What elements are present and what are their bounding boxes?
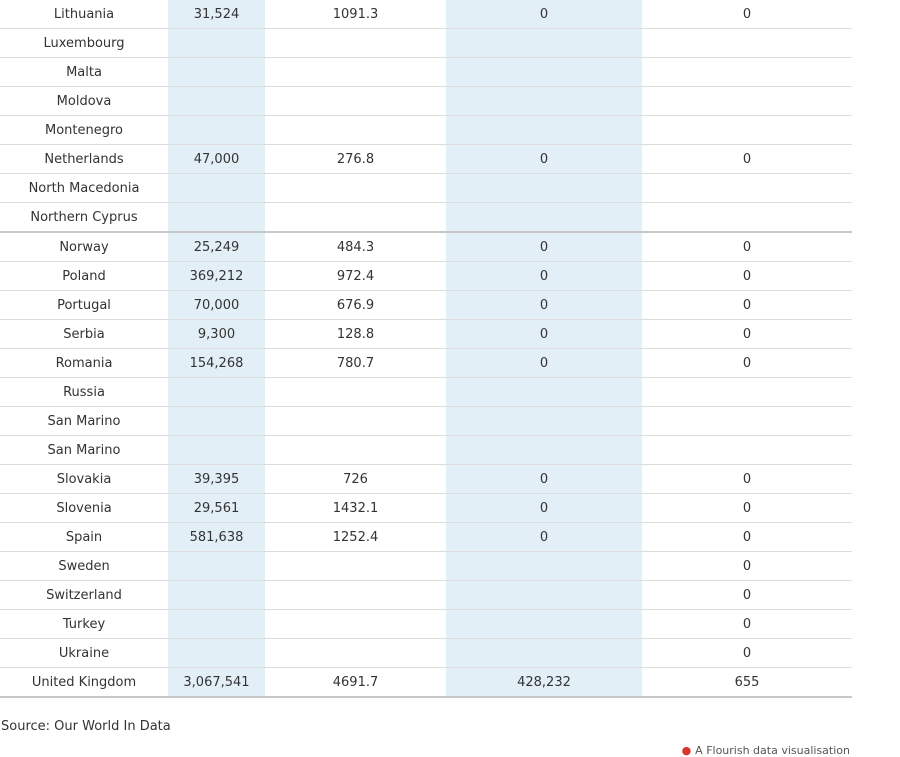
table-row: [0, 494, 852, 523]
rate-cell: [265, 378, 446, 407]
last-cell: 0: [642, 465, 852, 494]
rate-cell: [265, 58, 446, 87]
table-row: [0, 378, 852, 407]
rate-cell: [265, 116, 446, 145]
country-cell: Netherlands: [0, 145, 168, 174]
country-cell: Romania: [0, 349, 168, 378]
last-cell: 0: [642, 0, 852, 29]
country-cell: Malta: [0, 58, 168, 87]
table-row: [0, 262, 852, 291]
deaths-cell: 0: [446, 494, 642, 523]
rate-cell: [265, 174, 446, 203]
last-cell: 0: [642, 552, 852, 581]
table-row: [0, 668, 852, 698]
country-cell: Spain: [0, 523, 168, 552]
table-row: [0, 29, 852, 58]
cases-cell: 154,268: [168, 349, 265, 378]
table-row: [0, 349, 852, 378]
deaths-cell: 0: [446, 262, 642, 291]
last-cell: [642, 436, 852, 465]
cases-cell: 25,249: [168, 232, 265, 262]
deaths-cell: 0: [446, 145, 642, 174]
country-cell: Switzerland: [0, 581, 168, 610]
table-row: [0, 291, 852, 320]
cases-cell: 39,395: [168, 465, 265, 494]
cases-cell: [168, 552, 265, 581]
rate-cell: [265, 610, 446, 639]
rate-cell: 128.8: [265, 320, 446, 349]
rate-cell: 1091.3: [265, 0, 446, 29]
flourish-credit-text: A Flourish data visualisation: [695, 744, 850, 757]
deaths-cell: 0: [446, 523, 642, 552]
deaths-cell: [446, 203, 642, 233]
country-cell: San Marino: [0, 436, 168, 465]
deaths-cell: 0: [446, 320, 642, 349]
deaths-cell: 0: [446, 465, 642, 494]
last-cell: [642, 378, 852, 407]
cases-cell: [168, 610, 265, 639]
last-cell: [642, 174, 852, 203]
cases-cell: 29,561: [168, 494, 265, 523]
rate-cell: 1432.1: [265, 494, 446, 523]
rate-cell: 276.8: [265, 145, 446, 174]
rate-cell: [265, 29, 446, 58]
rate-cell: 676.9: [265, 291, 446, 320]
table-row: [0, 116, 852, 145]
table-row: [0, 465, 852, 494]
deaths-cell: 0: [446, 232, 642, 262]
country-cell: Ukraine: [0, 639, 168, 668]
cases-cell: [168, 436, 265, 465]
country-cell: Turkey: [0, 610, 168, 639]
deaths-cell: [446, 29, 642, 58]
last-cell: 0: [642, 610, 852, 639]
last-cell: 0: [642, 232, 852, 262]
deaths-cell: [446, 639, 642, 668]
table-row: [0, 174, 852, 203]
cases-cell: 70,000: [168, 291, 265, 320]
flourish-logo-icon: ●: [681, 744, 692, 757]
country-cell: Luxembourg: [0, 29, 168, 58]
table-row: [0, 0, 852, 29]
cases-cell: [168, 174, 265, 203]
table-row: [0, 320, 852, 349]
country-cell: Sweden: [0, 552, 168, 581]
cases-cell: [168, 639, 265, 668]
deaths-cell: [446, 87, 642, 116]
country-cell: Poland: [0, 262, 168, 291]
last-cell: 0: [642, 494, 852, 523]
country-cell: Serbia: [0, 320, 168, 349]
last-cell: [642, 407, 852, 436]
table-row: [0, 407, 852, 436]
rate-cell: [265, 407, 446, 436]
country-cell: Montenegro: [0, 116, 168, 145]
country-cell: Northern Cyprus: [0, 203, 168, 233]
country-cell: North Macedonia: [0, 174, 168, 203]
country-cell: San Marino: [0, 407, 168, 436]
table-row: [0, 145, 852, 174]
last-cell: 0: [642, 291, 852, 320]
deaths-cell: [446, 407, 642, 436]
last-cell: [642, 116, 852, 145]
rate-cell: 1252.4: [265, 523, 446, 552]
country-cell: United Kingdom: [0, 668, 168, 698]
rate-cell: 726: [265, 465, 446, 494]
table-row: [0, 639, 852, 668]
last-cell: [642, 58, 852, 87]
cases-cell: [168, 87, 265, 116]
table-row: [0, 232, 852, 262]
cases-cell: [168, 58, 265, 87]
rate-cell: 972.4: [265, 262, 446, 291]
deaths-cell: [446, 58, 642, 87]
last-cell: 655: [642, 668, 852, 698]
deaths-cell: [446, 581, 642, 610]
last-cell: 0: [642, 639, 852, 668]
last-cell: [642, 29, 852, 58]
source-note: Source: Our World In Data: [1, 719, 171, 734]
country-cell: Norway: [0, 232, 168, 262]
country-cell: Russia: [0, 378, 168, 407]
table-row: [0, 581, 852, 610]
table-row: [0, 436, 852, 465]
table-row: [0, 523, 852, 552]
country-cell: Portugal: [0, 291, 168, 320]
country-cell: Slovakia: [0, 465, 168, 494]
cases-cell: 581,638: [168, 523, 265, 552]
country-cell: Lithuania: [0, 0, 168, 29]
last-cell: 0: [642, 523, 852, 552]
cases-cell: [168, 581, 265, 610]
cases-cell: [168, 378, 265, 407]
rate-cell: 780.7: [265, 349, 446, 378]
table-row: [0, 87, 852, 116]
rate-cell: [265, 203, 446, 233]
last-cell: 0: [642, 581, 852, 610]
cases-cell: [168, 407, 265, 436]
rate-cell: [265, 639, 446, 668]
cases-cell: 3,067,541: [168, 668, 265, 698]
last-cell: 0: [642, 262, 852, 291]
table-row: [0, 610, 852, 639]
deaths-cell: 0: [446, 291, 642, 320]
cases-cell: [168, 116, 265, 145]
last-cell: [642, 87, 852, 116]
table-row: [0, 203, 852, 233]
flourish-credit[interactable]: [682, 744, 850, 757]
deaths-cell: 0: [446, 349, 642, 378]
cases-cell: [168, 29, 265, 58]
table-row: [0, 58, 852, 87]
country-cell: Moldova: [0, 87, 168, 116]
rate-cell: [265, 581, 446, 610]
rate-cell: 484.3: [265, 232, 446, 262]
deaths-cell: [446, 174, 642, 203]
rate-cell: [265, 87, 446, 116]
deaths-cell: [446, 116, 642, 145]
country-cell: Slovenia: [0, 494, 168, 523]
deaths-cell: [446, 378, 642, 407]
last-cell: 0: [642, 320, 852, 349]
last-cell: [642, 203, 852, 233]
cases-cell: [168, 203, 265, 233]
cases-cell: 31,524: [168, 0, 265, 29]
table-row: [0, 552, 852, 581]
deaths-cell: [446, 552, 642, 581]
last-cell: 0: [642, 145, 852, 174]
rate-cell: [265, 436, 446, 465]
last-cell: 0: [642, 349, 852, 378]
rate-cell: 4691.7: [265, 668, 446, 698]
deaths-cell: 428,232: [446, 668, 642, 698]
deaths-cell: 0: [446, 0, 642, 29]
deaths-cell: [446, 610, 642, 639]
rate-cell: [265, 552, 446, 581]
cases-cell: 9,300: [168, 320, 265, 349]
deaths-cell: [446, 436, 642, 465]
cases-cell: 47,000: [168, 145, 265, 174]
cases-cell: 369,212: [168, 262, 265, 291]
